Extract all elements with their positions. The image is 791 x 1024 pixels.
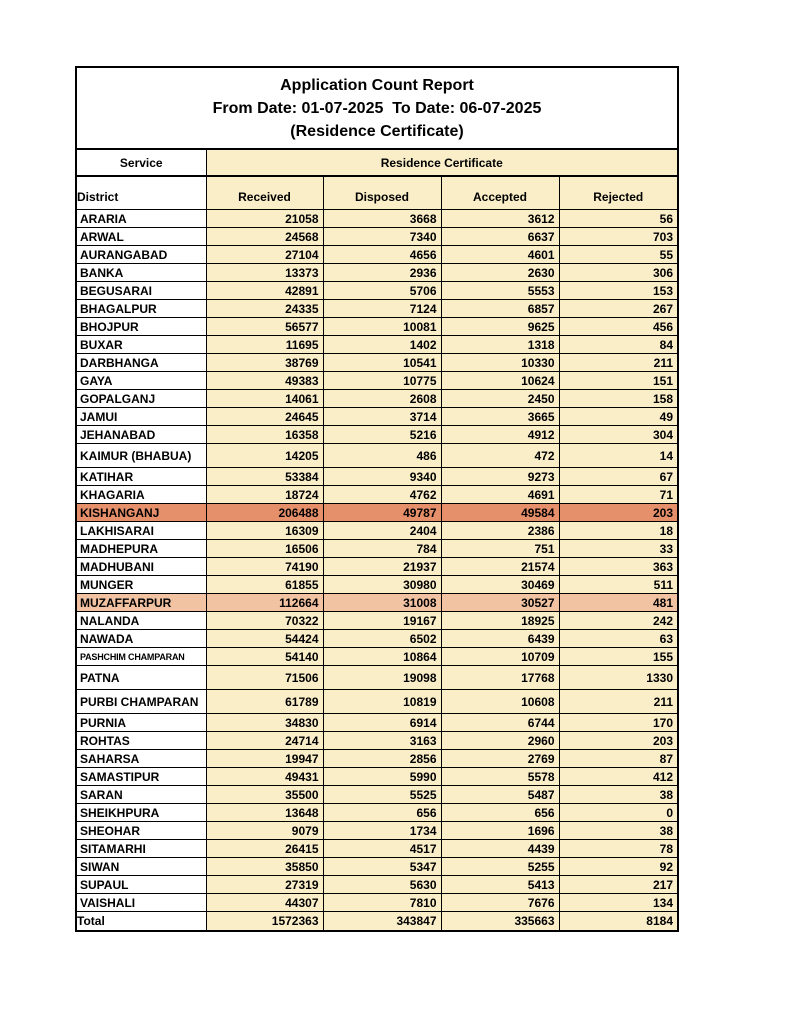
district-cell: PASHCHIM CHAMPARAN [76,648,206,666]
table-row [76,336,678,354]
value-cell: 7676 [441,894,559,912]
value-cell: 34830 [206,714,323,732]
value-cell: 481 [559,594,678,612]
value-cell: 3714 [323,408,441,426]
report-header [75,66,679,148]
value-cell: 42891 [206,282,323,300]
value-cell: 5630 [323,876,441,894]
value-cell: 33 [559,540,678,558]
accepted-column-header: Accepted [441,176,559,210]
value-cell: 18925 [441,612,559,630]
value-cell: 84 [559,336,678,354]
value-cell: 6439 [441,630,559,648]
value-cell: 49431 [206,768,323,786]
value-cell: 9340 [323,468,441,486]
value-cell: 2630 [441,264,559,282]
value-cell: 2608 [323,390,441,408]
value-cell: 71506 [206,666,323,690]
district-cell: NAWADA [76,630,206,648]
table-row [76,630,678,648]
value-cell: 16506 [206,540,323,558]
table-row [76,732,678,750]
value-cell: 21574 [441,558,559,576]
value-cell: 4601 [441,246,559,264]
value-cell: 2769 [441,750,559,768]
value-cell: 54140 [206,648,323,666]
value-cell: 4517 [323,840,441,858]
rejected-column-header: Rejected [559,176,678,210]
value-cell: 9079 [206,822,323,840]
column-header-row [76,176,678,210]
value-cell: 4762 [323,486,441,504]
value-cell: 170 [559,714,678,732]
table-row [76,768,678,786]
value-cell: 49383 [206,372,323,390]
table-row [76,576,678,594]
total-disposed: 343847 [323,912,441,932]
total-label: Total [76,912,206,932]
table-row [76,522,678,540]
district-cell: ARWAL [76,228,206,246]
value-cell: 61855 [206,576,323,594]
value-cell: 5553 [441,282,559,300]
value-cell: 63 [559,630,678,648]
value-cell: 4656 [323,246,441,264]
total-row [76,912,678,932]
district-cell: SUPAUL [76,876,206,894]
value-cell: 13373 [206,264,323,282]
value-cell: 14061 [206,390,323,408]
value-cell: 5487 [441,786,559,804]
district-cell: SAHARSA [76,750,206,768]
district-cell: PURNIA [76,714,206,732]
district-cell: KAIMUR (BHABUA) [76,444,206,468]
district-cell: NALANDA [76,612,206,630]
value-cell: 7124 [323,300,441,318]
district-cell: MADHEPURA [76,540,206,558]
table-row [76,468,678,486]
service-label: Service [76,149,206,176]
value-cell: 3163 [323,732,441,750]
value-cell: 30469 [441,576,559,594]
value-cell: 10081 [323,318,441,336]
value-cell: 49584 [441,504,559,522]
district-cell: BHAGALPUR [76,300,206,318]
table-row [76,426,678,444]
total-received: 1572363 [206,912,323,932]
table-row [76,804,678,822]
value-cell: 55 [559,246,678,264]
value-cell: 10541 [323,354,441,372]
table-row [76,612,678,630]
value-cell: 306 [559,264,678,282]
value-cell: 24645 [206,408,323,426]
value-cell: 7810 [323,894,441,912]
district-cell: SHEIKHPURA [76,804,206,822]
date-range: From Date: 01-07-2025 To Date: 06-07-2025 [212,100,542,117]
district-cell: VAISHALI [76,894,206,912]
value-cell: 18724 [206,486,323,504]
value-cell: 6502 [323,630,441,648]
value-cell: 203 [559,732,678,750]
table-row [76,822,678,840]
value-cell: 27104 [206,246,323,264]
value-cell: 6914 [323,714,441,732]
district-cell: JAMUI [76,408,206,426]
value-cell: 2450 [441,390,559,408]
value-cell: 30980 [323,576,441,594]
value-cell: 211 [559,354,678,372]
service-value: Residence Certificate [206,149,678,176]
value-cell: 153 [559,282,678,300]
value-cell: 155 [559,648,678,666]
value-cell: 18 [559,522,678,540]
value-cell: 5347 [323,858,441,876]
table-row [76,408,678,426]
value-cell: 0 [559,804,678,822]
table-row [76,318,678,336]
table-row [76,372,678,390]
value-cell: 5706 [323,282,441,300]
report-subtitle: (Residence Certificate) [290,123,464,140]
table-row [76,858,678,876]
value-cell: 21058 [206,210,323,228]
district-cell: KATIHAR [76,468,206,486]
district-cell: PATNA [76,666,206,690]
table-row [76,558,678,576]
district-cell: BEGUSARAI [76,282,206,300]
table-row [76,714,678,732]
value-cell: 11695 [206,336,323,354]
value-cell: 38769 [206,354,323,372]
value-cell: 363 [559,558,678,576]
value-cell: 3612 [441,210,559,228]
value-cell: 30527 [441,594,559,612]
district-cell: BHOJPUR [76,318,206,336]
value-cell: 5990 [323,768,441,786]
value-cell: 703 [559,228,678,246]
value-cell: 35850 [206,858,323,876]
value-cell: 1402 [323,336,441,354]
district-cell: SIWAN [76,858,206,876]
value-cell: 486 [323,444,441,468]
value-cell: 10775 [323,372,441,390]
value-cell: 5255 [441,858,559,876]
value-cell: 10864 [323,648,441,666]
value-cell: 26415 [206,840,323,858]
district-cell: ARARIA [76,210,206,228]
total-rejected: 8184 [559,912,678,932]
value-cell: 1318 [441,336,559,354]
value-cell: 35500 [206,786,323,804]
district-cell: LAKHISARAI [76,522,206,540]
table-row [76,894,678,912]
table-row [76,486,678,504]
value-cell: 19098 [323,666,441,690]
value-cell: 24714 [206,732,323,750]
value-cell: 10709 [441,648,559,666]
value-cell: 9625 [441,318,559,336]
value-cell: 14205 [206,444,323,468]
value-cell: 472 [441,444,559,468]
value-cell: 656 [441,804,559,822]
service-row [76,149,678,176]
value-cell: 10330 [441,354,559,372]
value-cell: 5216 [323,426,441,444]
value-cell: 53384 [206,468,323,486]
table-row [76,876,678,894]
district-cell: MUZAFFARPUR [76,594,206,612]
table-row [76,228,678,246]
value-cell: 78 [559,840,678,858]
value-cell: 151 [559,372,678,390]
district-cell: GOPALGANJ [76,390,206,408]
value-cell: 10819 [323,690,441,714]
value-cell: 61789 [206,690,323,714]
value-cell: 87 [559,750,678,768]
value-cell: 71 [559,486,678,504]
district-cell: SAMASTIPUR [76,768,206,786]
value-cell: 158 [559,390,678,408]
value-cell: 203 [559,504,678,522]
value-cell: 2936 [323,264,441,282]
district-cell: ROHTAS [76,732,206,750]
value-cell: 1734 [323,822,441,840]
value-cell: 511 [559,576,678,594]
value-cell: 56 [559,210,678,228]
value-cell: 92 [559,858,678,876]
district-cell: GAYA [76,372,206,390]
table-row [76,210,678,228]
value-cell: 74190 [206,558,323,576]
value-cell: 14 [559,444,678,468]
district-cell: SARAN [76,786,206,804]
district-cell: AURANGABAD [76,246,206,264]
table-row [76,750,678,768]
value-cell: 10608 [441,690,559,714]
table-row [76,246,678,264]
value-cell: 267 [559,300,678,318]
value-cell: 2960 [441,732,559,750]
district-cell: BANKA [76,264,206,282]
table-row [76,594,678,612]
table-row [76,690,678,714]
table-row [76,666,678,690]
district-column-header: District [76,176,206,210]
value-cell: 242 [559,612,678,630]
value-cell: 4691 [441,486,559,504]
district-cell: SITAMARHI [76,840,206,858]
district-cell: BUXAR [76,336,206,354]
table-row [76,444,678,468]
value-cell: 67 [559,468,678,486]
district-cell: MADHUBANI [76,558,206,576]
table-row [76,300,678,318]
value-cell: 19947 [206,750,323,768]
table-row [76,786,678,804]
value-cell: 2386 [441,522,559,540]
value-cell: 5413 [441,876,559,894]
value-cell: 304 [559,426,678,444]
value-cell: 31008 [323,594,441,612]
value-cell: 13648 [206,804,323,822]
table-row [76,354,678,372]
value-cell: 54424 [206,630,323,648]
disposed-column-header: Disposed [323,176,441,210]
value-cell: 1696 [441,822,559,840]
value-cell: 3668 [323,210,441,228]
value-cell: 456 [559,318,678,336]
value-cell: 6637 [441,228,559,246]
value-cell: 49 [559,408,678,426]
table-row [76,504,678,522]
value-cell: 44307 [206,894,323,912]
district-cell: JEHANABAD [76,426,206,444]
value-cell: 206488 [206,504,323,522]
value-cell: 112664 [206,594,323,612]
value-cell: 19167 [323,612,441,630]
value-cell: 9273 [441,468,559,486]
table-row [76,540,678,558]
value-cell: 751 [441,540,559,558]
value-cell: 38 [559,786,678,804]
page-title: Application Count Report [280,77,474,94]
value-cell: 412 [559,768,678,786]
value-cell: 656 [323,804,441,822]
district-cell: SHEOHAR [76,822,206,840]
value-cell: 56577 [206,318,323,336]
value-cell: 49787 [323,504,441,522]
value-cell: 2856 [323,750,441,768]
value-cell: 5578 [441,768,559,786]
table-row [76,282,678,300]
value-cell: 24568 [206,228,323,246]
table-body [76,210,678,912]
value-cell: 4912 [441,426,559,444]
value-cell: 134 [559,894,678,912]
received-column-header: Received [206,176,323,210]
district-cell: KHAGARIA [76,486,206,504]
value-cell: 21937 [323,558,441,576]
value-cell: 6744 [441,714,559,732]
district-cell: MUNGER [76,576,206,594]
value-cell: 1330 [559,666,678,690]
value-cell: 24335 [206,300,323,318]
value-cell: 5525 [323,786,441,804]
value-cell: 4439 [441,840,559,858]
district-cell: KISHANGANJ [76,504,206,522]
value-cell: 70322 [206,612,323,630]
table-row [76,264,678,282]
value-cell: 17768 [441,666,559,690]
value-cell: 16358 [206,426,323,444]
value-cell: 217 [559,876,678,894]
value-cell: 784 [323,540,441,558]
value-cell: 38 [559,822,678,840]
total-accepted: 335663 [441,912,559,932]
district-cell: PURBI CHAMPARAN [76,690,206,714]
table-row [76,390,678,408]
value-cell: 10624 [441,372,559,390]
value-cell: 2404 [323,522,441,540]
report-table [75,148,679,932]
value-cell: 3665 [441,408,559,426]
value-cell: 211 [559,690,678,714]
table-row [76,840,678,858]
table-row [76,648,678,666]
value-cell: 6857 [441,300,559,318]
value-cell: 16309 [206,522,323,540]
value-cell: 7340 [323,228,441,246]
value-cell: 27319 [206,876,323,894]
district-cell: DARBHANGA [76,354,206,372]
application-count-report [75,66,679,932]
